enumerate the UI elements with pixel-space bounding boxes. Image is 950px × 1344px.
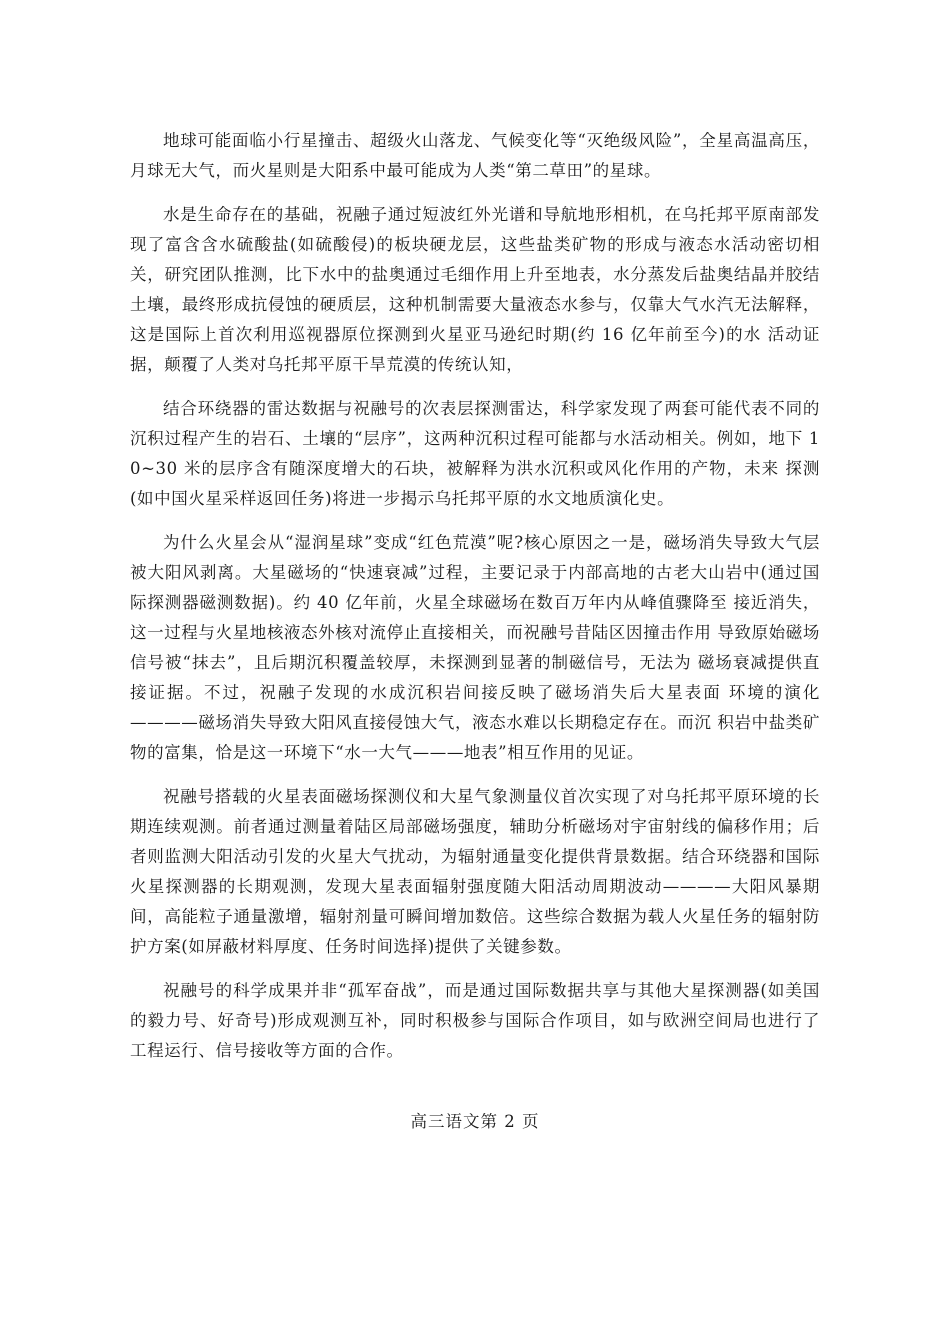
paragraph-1: 地球可能面临小行星撞击、超级火山落龙、气候变化等“灭绝级风险”，全星高温高压，月球无大气，而火星则是大阳系中最可能成为人类“第二草田”的星球。 xyxy=(130,131,820,180)
document-body xyxy=(130,126,820,1066)
paragraph-4: 为什么火星会从“湿润星球”变成“红色荒漠”呢?核心原因之一是，磁场消失导致大气层被大阳风剥离。大星磁场的“快速衰减”过程，主要记录于内部高地的古老大山岩中(通过国际探测器磁测数据)。约 40 亿年前，火星全球磁场在数百万年内从峰值骤降至 接近消失，这一过程与火星地核液态外核对流停止直接相关，而祝融号昔陆区因撞击作用 导致原始磁场信号被“抹去”，且后期沉积覆盖较厚，未探测到显著的制磁信号，无法为 磁场衰减提供直接证据。不过，祝融子发现的水成沉积岩间接反映了磁场消失后大星表面 环境的演化————磁场消失导致大阳风直接侵蚀大气，液态水难以长期稳定存在。而沉 积岩中盐类矿物的富集，恰是这一环境下“水一大气———地表”相互作用的见证。 xyxy=(130,533,820,762)
paragraph-2: 水是生命存在的基础，祝融子通过短波红外光谱和导航地形相机，在乌托邦平原南部发现了富含含水硫酸盐(如硫酸侵)的板块硬龙层，这些盐类矿物的形成与液态水活动密切相关，研究团队推测，比下水中的盐奥通过毛细作用上升至地表，水分蒸发后盐奥结晶并胶结土壤，最终形成抗侵蚀的硬质层，这种机制需要大量液态水参与，仅靠大气水汽无法解释，这是国际上首次利用巡视器原位探测到火星亚马逊纪时期(约 16 亿年前至今)的水 活动证据，颠覆了人类对乌托邦平原干旱荒漠的传统认知， xyxy=(130,205,820,374)
paragraph-gap xyxy=(130,962,820,976)
paragraph-gap xyxy=(130,186,820,200)
paragraph-5: 祝融号搭载的火星表面磁场探测仪和大星气象测量仪首次实现了对乌托邦平原环境的长期连续观测。前者通过测量着陆区局部磁场强度，辅助分析磁场对宇宙射线的偏移作用；后者则监测大阳活动引发的火星大气扰动，为辐射通量变化提供背景数据。结合环绕器和国际火星探测器的长期观测，发现大星表面辐射强度随大阳活动周期波动————大阳风暴期间，高能粒子通量激增，辐射剂量可瞬间增加数倍。这些综合数据为载人火星任务的辐射防护方案(如屏蔽材料厚度、任务时间选择)提供了关键参数。 xyxy=(130,787,820,956)
paragraph-6: 祝融号的科学成果并非“孤军奋战”，而是通过国际数据共享与其他大星探测器(如美国的毅力号、好奇号)形成观测互补，同时积极参与国际合作项目，如与欧洲空间局也进行了工程运行、信号接收等方面的合作。 xyxy=(130,981,820,1060)
page-footer: 高三语文第 2 页 xyxy=(410,1112,540,1131)
paragraph-gap xyxy=(130,380,820,394)
paragraph-gap xyxy=(130,768,820,782)
paragraph-3: 结合环绕器的雷达数据与祝融号的次表层探测雷达，科学家发现了两套可能代表不同的沉积过程产生的岩石、土壤的“层序”，这两种沉积过程可能都与水活动相关。例如，地下 10~30 米的层序含有随深度增大的石块，被解释为洪水沉积或风化作用的产物，未来 探测(如中国火星采样返回任务)将进一步揭示乌托邦平原的水文地质演化史。 xyxy=(130,399,820,508)
paragraph-gap xyxy=(130,514,820,528)
